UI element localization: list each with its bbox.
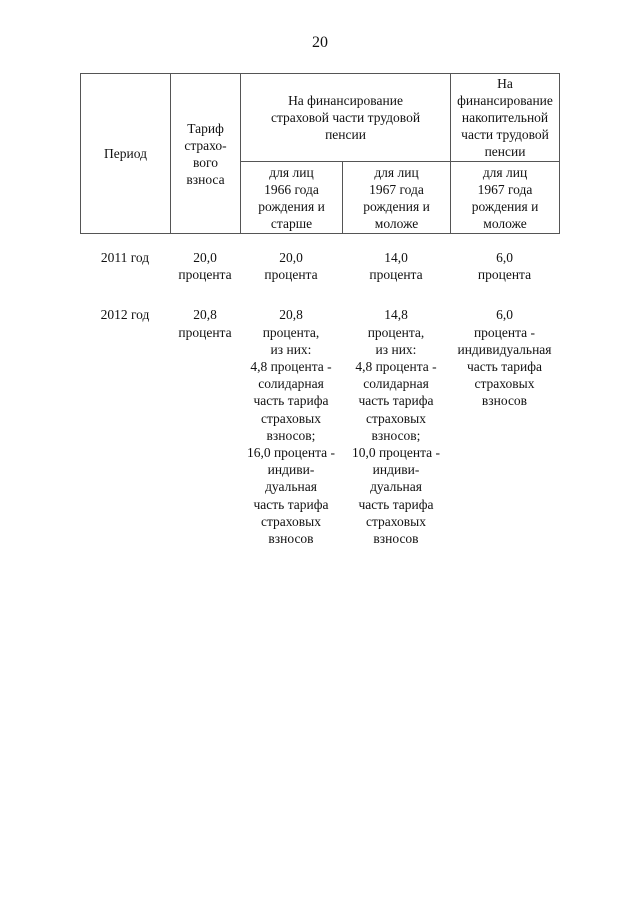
row-tariff: 20,8 процента — [178, 307, 232, 340]
header-tariff: Тариф страхо- вого взноса — [171, 74, 241, 234]
tariff-table-body — [80, 249, 559, 547]
row-1966: 20,0 процента — [264, 250, 318, 283]
row-funded: 6,0 процента - индивидуальная часть тарифа страховых взносов — [457, 307, 552, 409]
page-number: 20 — [312, 34, 328, 51]
tariff-table-header — [80, 73, 560, 234]
row-period: 2012 год — [100, 307, 150, 323]
row-funded: 6,0 процента — [477, 250, 532, 283]
table-row — [80, 249, 559, 283]
header-sub-1966: для лиц 1966 года рождения и старше — [241, 162, 343, 234]
header-funded-part: На финансирование накопительной части трудовой пенсии — [451, 74, 560, 162]
row-tariff: 20,0 процента — [178, 250, 232, 283]
row-period: 2011 год — [100, 250, 150, 265]
row-1967: 14,8 процента, из них: 4,8 процента - солидарная часть тарифа страховых взносов; 10,0 процента - индиви- дуальная часть тарифа страховых взносов — [351, 307, 441, 547]
row-1967: 14,0 процента — [369, 250, 423, 283]
row-1966: 20,8 процента, из них: 4,8 процента - солидарная часть тарифа страховых взносов; 16,0 процента - индиви- дуальная часть тарифа страховых взносов — [246, 307, 336, 547]
header-period: Период — [81, 74, 171, 234]
header-insurance-part: На финансирование страховой части трудовой пенсии — [241, 74, 451, 162]
table-row — [80, 306, 559, 547]
header-sub-1967-funded: для лиц 1967 года рождения и моложе — [451, 162, 560, 234]
header-sub-1967-insurance: для лиц 1967 года рождения и моложе — [343, 162, 451, 234]
